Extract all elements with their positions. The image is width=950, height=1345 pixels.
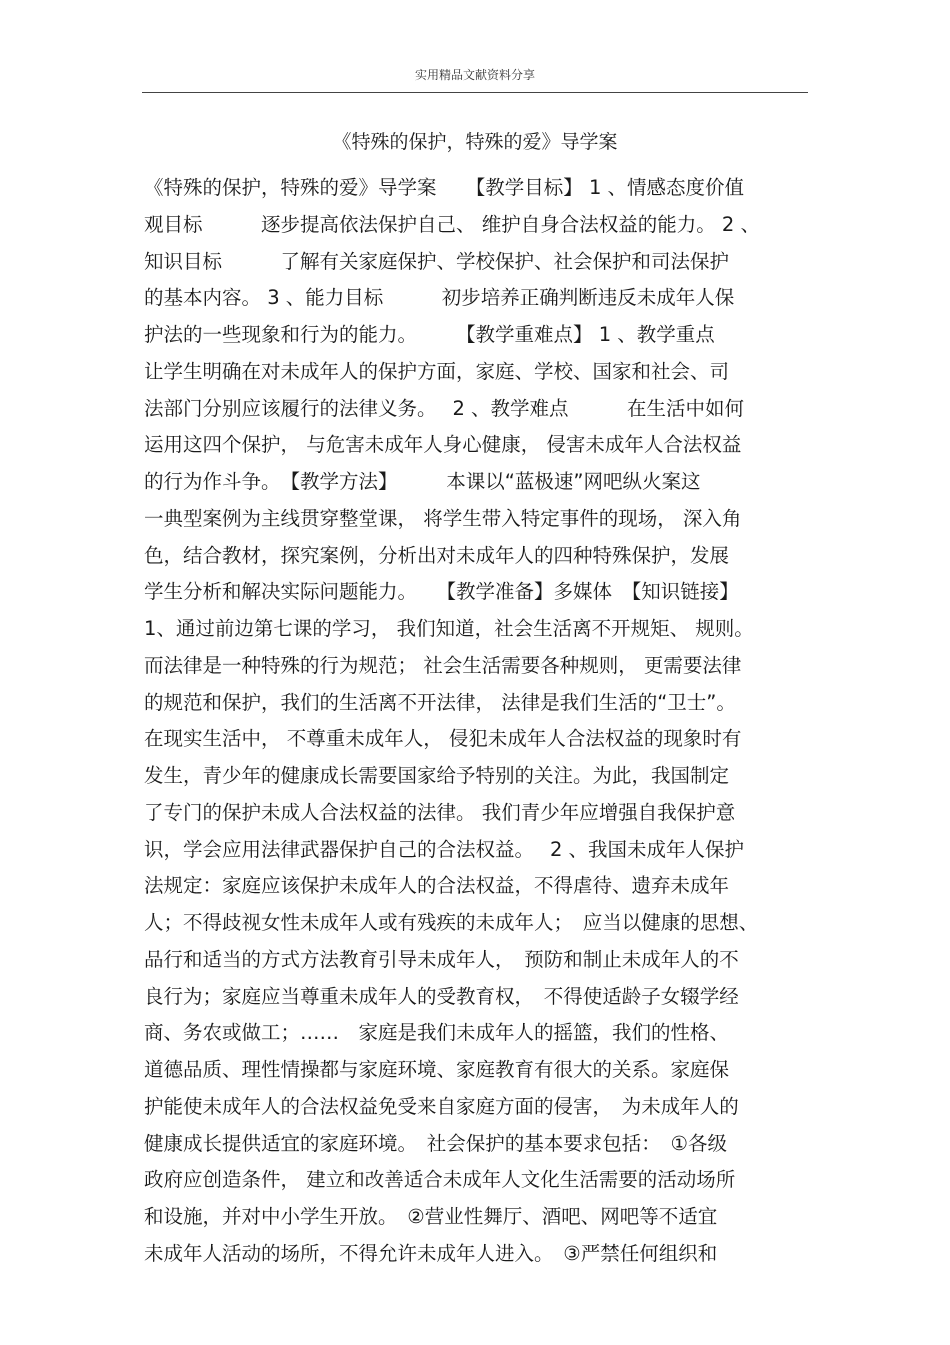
document-body	[144, 170, 814, 1273]
body-line: 未成年人活动的场所，不得允许未成年人进入。 ③严禁任何组织和	[144, 1241, 718, 1265]
header-divider	[142, 92, 808, 93]
body-line: 护能使未成年人的合法权益免受来自家庭方面的侵害， 为未成年人的	[144, 1094, 739, 1118]
body-line: 知识目标 了解有关家庭保护、学校保护、社会保护和司法保护	[144, 249, 730, 273]
body-line: 政府应创造条件， 建立和改善适合未成年人文化生活需要的活动场所	[144, 1168, 736, 1192]
page-header: 实用精品文献资料分享	[414, 68, 535, 82]
body-line: 而法律是一种特殊的行为规范； 社会生活需要各种规则， 更需要法律	[144, 653, 742, 677]
body-line: 识，学会应用法律武器保护自己的合法权益。 2 、我国未成年人保护	[144, 837, 745, 861]
body-line: 和设施，并对中小学生开放。 ②营业性舞厅、酒吧、网吧等不适宜	[144, 1205, 718, 1228]
body-line: 色，结合教材，探究案例，分析出对未成年人的四种特殊保护，发展	[144, 543, 730, 567]
body-line: 1、通过前边第七课的学习， 我们知道，社会生活离不开规矩、 规则。	[144, 617, 754, 640]
document-title: 《特殊的保护，特殊的爱》导学案	[332, 131, 618, 153]
body-line: 发生，青少年的健康成长需要国家给予特别的关注。为此，我国制定	[144, 764, 730, 787]
body-line: 观目标 逐步提高依法保护自己、 维护自身合法权益的能力。 2 、	[144, 212, 761, 236]
body-line: 《特殊的保护，特殊的爱》导学案 【教学目标】 1 、情感态度价值	[144, 176, 745, 199]
body-line: 的行为作斗争。 【教学方法】 本课以“蓝极速”网吧纵火案这	[144, 470, 701, 493]
body-line: 在现实生活中， 不尊重未成年人， 侵犯未成年人合法权益的现象时有	[144, 727, 742, 751]
body-line: 学生分析和解决实际问题能力。 【教学准备】多媒体 【知识链接】	[144, 580, 739, 604]
body-line: 运用这四个保护， 与危害未成年人身心健康， 侵害未成年人合法权益	[144, 433, 742, 457]
body-line: 人；不得歧视女性未成年人或有残疾的未成年人； 应当以健康的思想、	[144, 911, 759, 934]
body-line: 的规范和保护，我们的生活离不开法律， 法律是我们生活的“卫士”。	[144, 690, 736, 714]
body-line: 让学生明确在对未成年人的保护方面，家庭、学校、国家和社会、司	[144, 359, 730, 383]
body-line: 的基本内容。 3 、能力目标 初步培养正确判断违反未成年人保	[144, 286, 735, 310]
body-line: 健康成长提供适宜的家庭环境。 社会保护的基本要求包括： ①各级	[144, 1131, 727, 1155]
body-line: 良行为；家庭应当尊重未成年人的受教育权， 不得使适龄子女辍学经	[144, 984, 739, 1008]
body-line: 品行和适当的方式方法教育引导未成年人， 预防和制止未成年人的不	[144, 947, 739, 971]
body-line: 了专门的保护未成人合法权益的法律。 我们青少年应增强自我保护意	[144, 800, 736, 824]
body-line: 法规定：家庭应该保护未成年人的合法权益，不得虐待、遗弃未成年	[144, 874, 730, 898]
body-line: 一典型案例为主线贯穿整堂课， 将学生带入特定事件的现场， 深入角	[144, 506, 742, 530]
body-line: 道德品质、理性情操都与家庭环境、家庭教育有很大的关系。家庭保	[144, 1058, 730, 1081]
body-line: 商、务农或做工；…… 家庭是我们未成年人的摇篮，我们的性格、	[144, 1021, 730, 1045]
body-line: 护法的一些现象和行为的能力。 【教学重难点】 1 、教学重点	[144, 323, 715, 346]
body-line: 法部门分别应该履行的法律义务。 2 、教学难点 在生活中如何	[144, 396, 745, 420]
